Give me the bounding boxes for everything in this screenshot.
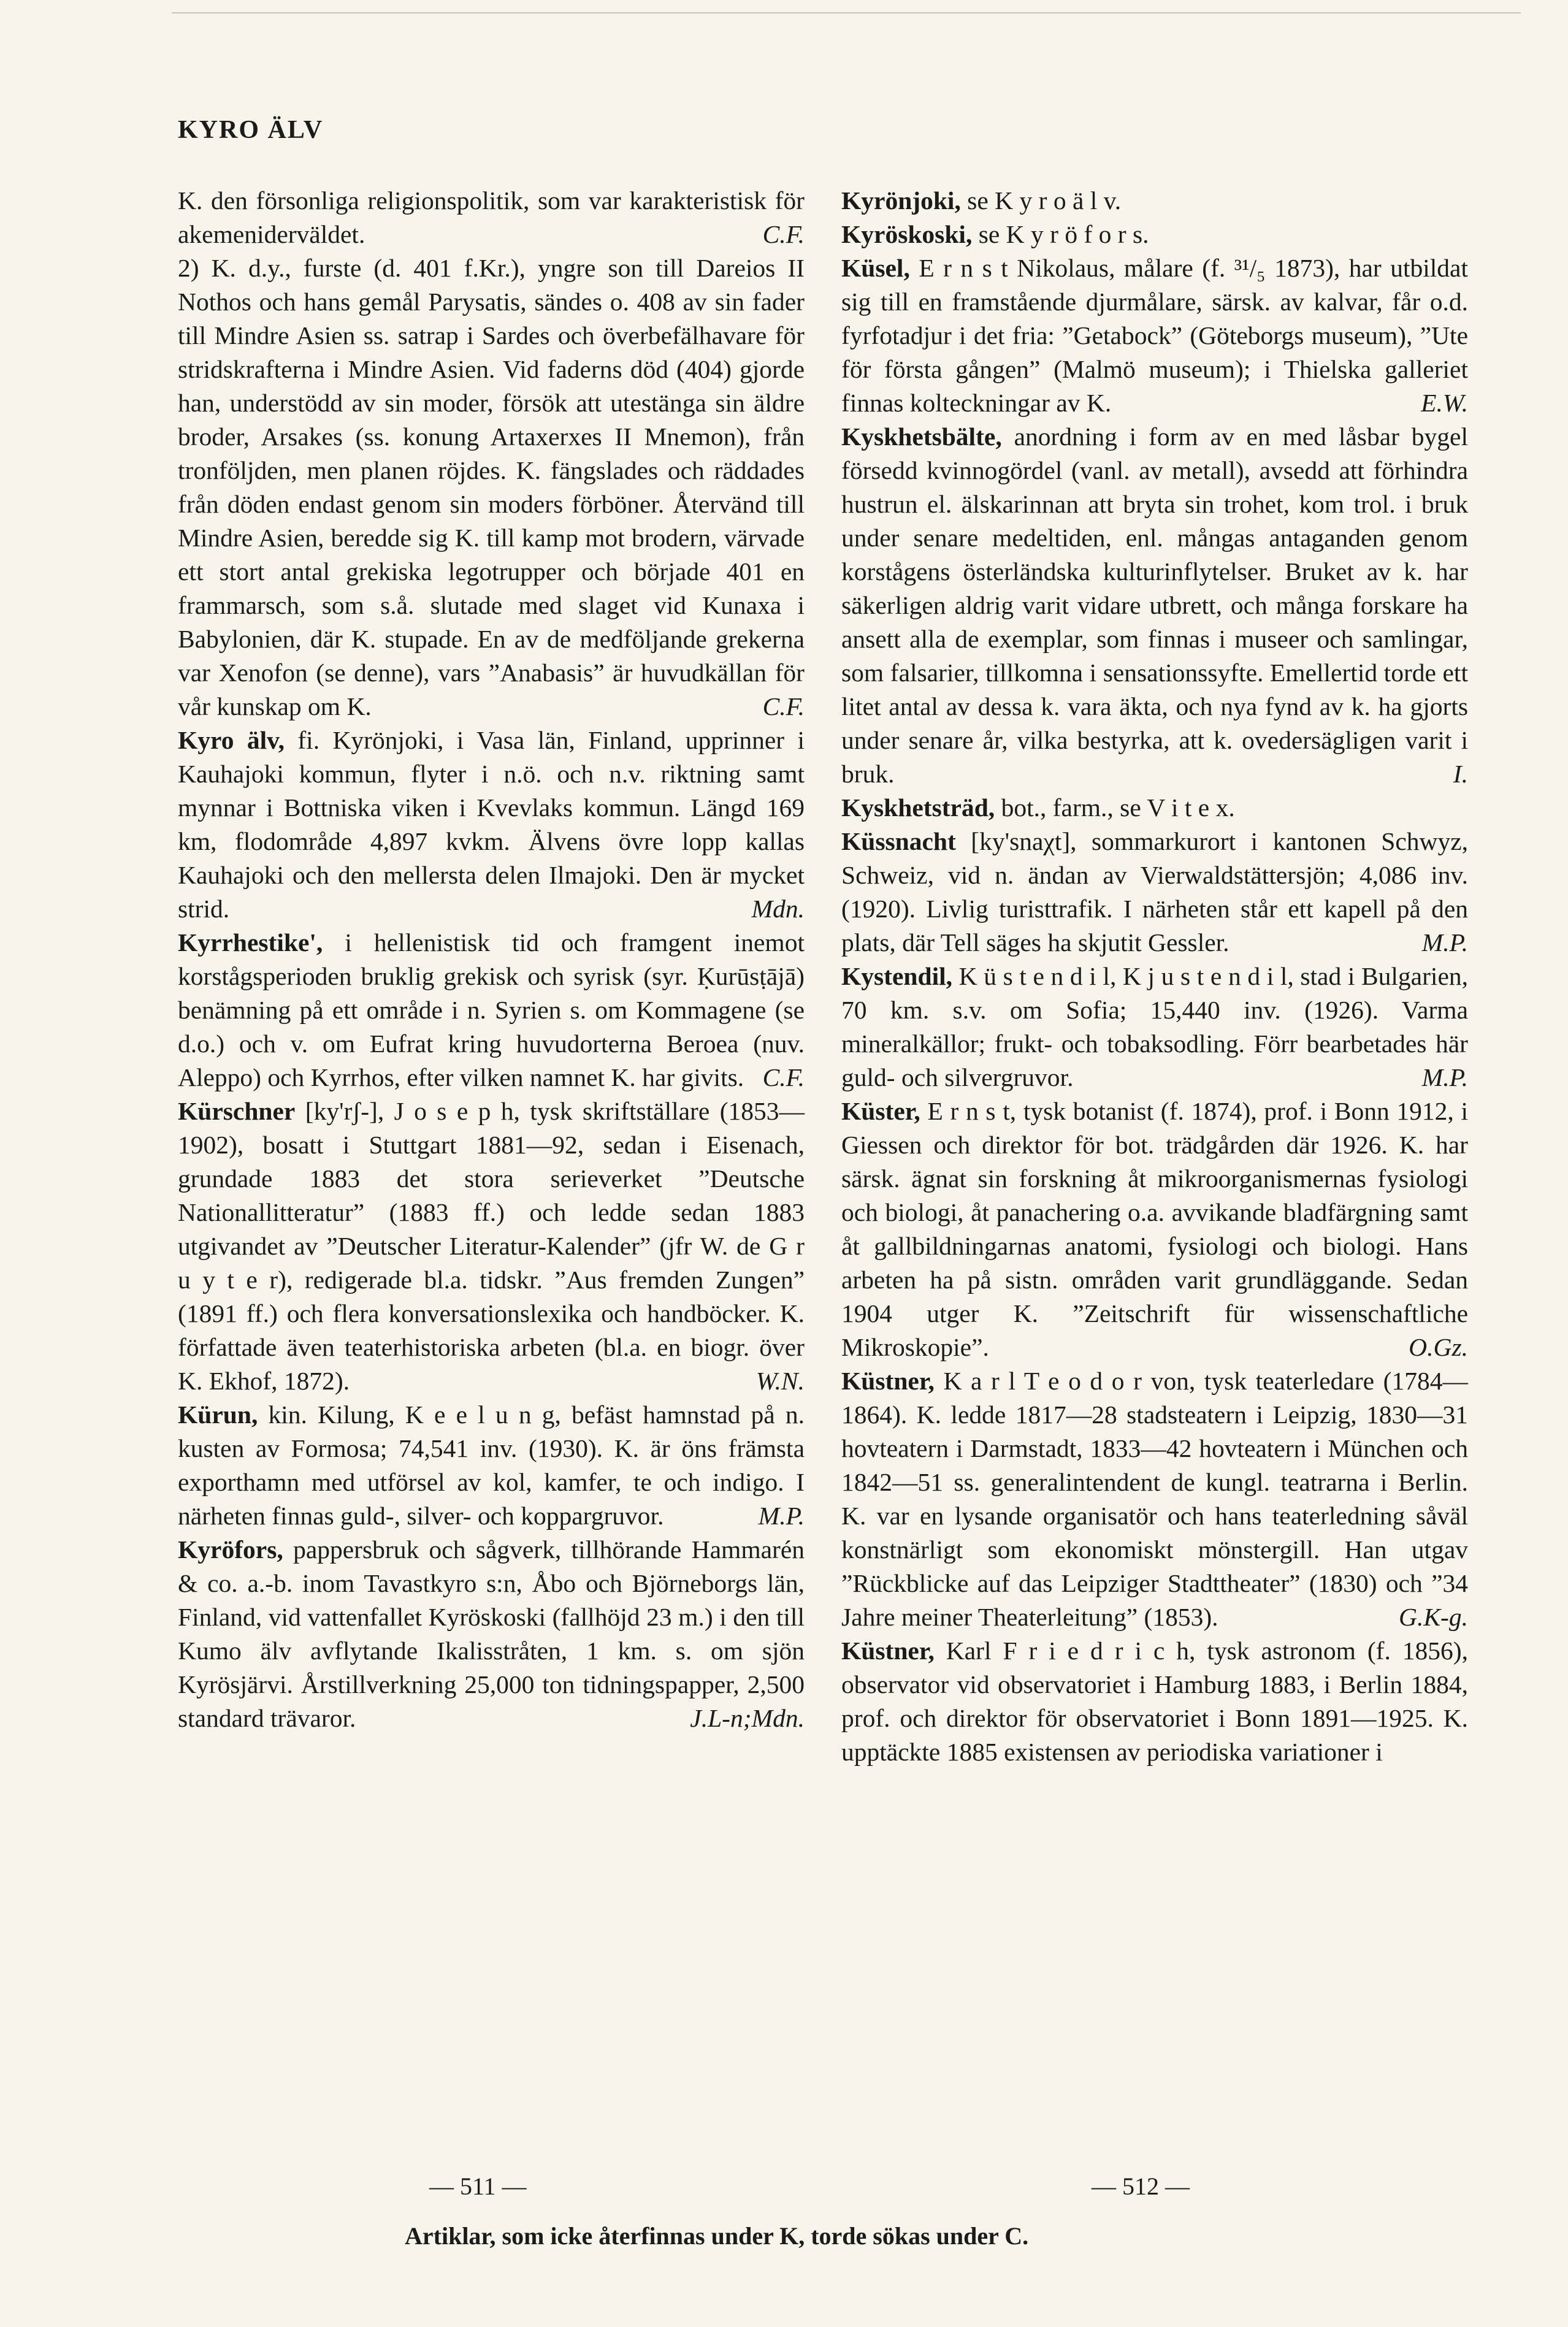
page-number-left: — 511 — — [429, 2172, 527, 2200]
article-entry — [841, 1095, 1468, 1364]
article-entry — [841, 1634, 1468, 1769]
article-entry — [178, 724, 805, 926]
article-entry — [178, 184, 805, 251]
article-entry — [178, 251, 805, 724]
article-lemma: Kyrrhestike', — [178, 928, 323, 957]
author-signature: M.P. — [1421, 1063, 1468, 1091]
running-header: KYRO ÄLV — [178, 116, 324, 144]
article-entry — [178, 1398, 805, 1533]
author-signature: O.Gz. — [1409, 1333, 1468, 1361]
article-lemma: Küstner, — [841, 1637, 935, 1665]
footer-note: Artiklar, som icke återfinnas under K, torde sökas under C. — [405, 2222, 1029, 2250]
article-lemma: Kürun, — [178, 1400, 258, 1429]
article-lemma: Küssnacht — [841, 827, 956, 855]
article-text: fi. Kyrönjoki, i Vasa län, Finland, upprinner i Kauhajoki kommun, flyter i n.ö. och n.v. riktning samt mynnar i Bottniska viken i Kvevlaks kommun. Längd 169 km, flodområde 4,897 kvkm. Älvens övre lopp kallas Kauhajoki och den mellersta delen Ilmajoki. Den är mycket strid. — [178, 726, 805, 923]
article-entry — [841, 420, 1468, 791]
article-lemma: Kyskhetsträd, — [841, 793, 995, 822]
author-signature: C.F. — [762, 1063, 805, 1091]
article-entry — [841, 184, 1468, 218]
article-text: bot., farm., se V i t e x. — [1001, 793, 1235, 822]
left-column — [178, 184, 805, 1735]
article-text: E r n s t Nikolaus, målare (f. ³¹/₅ 1873), har utbildat sig till en framstående djurmålare, särsk. av kalvar, får o.d. fyrfotadjur i det fria: ”Getabock” (Göteborgs museum), ”Ute för första gången” (Malmö museum); i Thielska galleriet finnas kolteckningar av K. — [841, 254, 1468, 417]
article-lemma: Kyröskoski, — [841, 220, 973, 248]
author-signature: W.N. — [755, 1367, 805, 1395]
article-lemma: Kürschner — [178, 1097, 296, 1125]
author-signature: C.F. — [762, 220, 805, 248]
article-entry — [841, 960, 1468, 1095]
article-text: K. den försonliga religionspolitik, som var karakteristisk för akemeniderväldet. — [178, 186, 805, 248]
article-lemma: Küsel, — [841, 254, 910, 282]
author-signature: I. — [1453, 760, 1468, 788]
top-rule — [172, 12, 1521, 13]
author-signature: J.L-n;Mdn. — [690, 1704, 805, 1732]
article-entry — [178, 926, 805, 1095]
article-entry — [841, 218, 1468, 251]
article-lemma: Kystendil, — [841, 962, 953, 990]
author-signature: M.P. — [758, 1502, 805, 1530]
article-entry — [841, 1364, 1468, 1634]
article-text: pappersbruk och sågverk, tillhörande Hammarén & co. a.-b. inom Tavastkyro s:n, Åbo och Björneborgs län, Finland, vid vattenfallet Kyröskoski (fallhöjd 23 m.) i den till Kumo älv avflytande Ikalisstråten, 1 km. s. om sjön Kyrösjärvi. Årstillverkning 25,000 ton tidningspapper, 2,500 standard trävaror. — [178, 1535, 805, 1732]
article-text: [ky'rʃ-], J o s e p h, tysk skriftställare (1853—1902), bosatt i Stuttgart 1881—92, sedan i Eisenach, grundade 1883 det stora serieverket ”Deutsche Nationallitteratur” (1883 ff.) och ledde sedan 1883 utgivandet av ”Deutscher Literatur-Kalender” (jfr W. de G r u y t e r), redigerade bl.a. tidskr. ”Aus fremden Zungen” (1891 ff.) och flera konversationslexika och handböcker. K. författade även teaterhistoriska arbeten (bl.a. en biogr. över K. Ekhof, 1872). — [178, 1097, 805, 1395]
author-signature: Mdn. — [751, 895, 805, 923]
article-text: 2) K. d.y., furste (d. 401 f.Kr.), yngre son till Dareios II Nothos och hans gemål Parysatis, sändes o. 408 av sin fader till Mindre Asien ss. satrap i Sardes och överbefälhavare för stridskrafterna i Mindre Asien. Vid faderns död (404) gjorde han, understödd av sin moder, försök att utestänga sin äldre broder, Arsakes (ss. konung Artaxerxes II Mnemon), från tronföljden, men planen röjdes. K. fängslades och räddades från döden endast genom sin moders förböner. Återvänd till Mindre Asien, beredde sig K. till kamp mot brodern, värvade ett stort antal grekiska legotrupper och började 401 en frammarsch, som s.å. slutade med slaget vid Kunaxa i Babylonien, där K. stupade. En av de medföljande grekerna var Xenofon (se denne), vars ”Anabasis” är huvudkällan för vår kunskap om K. — [178, 254, 805, 720]
right-column — [841, 184, 1468, 1769]
article-text: kin. Kilung, K e e l u n g, befäst hamnstad på n. kusten av Formosa; 74,541 inv. (1930). K. är öns främsta exporthamn med utförsel av kol, kamfer, te och indigo. I närheten finnas guld-, silver- och koppargruvor. — [178, 1400, 805, 1530]
article-text: K a r l T e o d o r von, tysk teaterledare (1784—1864). K. ledde 1817—28 stadsteatern i Leipzig, 1830—31 hovteatern i Darmstadt, 1833—42 hovteatern i München och 1842—51 ss. generalintendent de kungl. teatrarna i Berlin. K. var en lysande organisatör och hans teaterledning såväl konstnärligt som ekonomiskt mönstergill. Han utgav ”Rückblicke auf das Leipziger Stadttheater” (1830) och ”34 Jahre meiner Theaterleitung” (1853). — [841, 1367, 1469, 1631]
article-lemma: Küstner, — [841, 1367, 935, 1395]
article-text: se K y r o ä l v. — [967, 186, 1122, 215]
article-lemma: Kyskhetsbälte, — [841, 422, 1002, 451]
article-text: se K y r ö f o r s. — [978, 220, 1149, 248]
article-text: E r n s t, tysk botanist (f. 1874), prof. i Bonn 1912, i Giessen och direktor för bot. trädgården där 1926. K. har särsk. ägnat sin forskning åt mikroorganismernas fysiologi och biologi, åt panachering o.a. avvikande bladfärgning samt åt gallbildningarnas anatomi, fysiologi och biologi. Hans arbeten ha på sistn. områden varit grundläggande. Sedan 1904 utger K. ”Zeitschrift für wissenschaftliche Mikroskopie”. — [841, 1097, 1469, 1361]
author-signature: C.F. — [762, 692, 805, 720]
author-signature: M.P. — [1421, 928, 1468, 957]
article-lemma: Küster, — [841, 1097, 920, 1125]
article-text: Karl F r i e d r i c h, tysk astronom (f. 1856), observator vid observatoriet i Hamburg 1883, i Berlin 1884, prof. och direktor för observatoriet i Bonn 1891—1925. K. upptäckte 1885 existensen av periodiska variationer i — [841, 1637, 1468, 1766]
article-lemma: Kyro älv, — [178, 726, 285, 754]
article-text: anordning i form av en med låsbar bygel försedd kvinnogördel (vanl. av metall), avsedd att förhindra hustrun el. älskarinnan att bryta sin trohet, kom trol. i bruk under senare medeltiden, enl. mångas antaganden genom korstågens österländska kulturinflytelser. Bruket av k. har säkerligen aldrig varit vidare utbrett, och många forskare ha ansett alla de exemplar, som finnas i museer och samlingar, som falsarier, tillkomna i sensationssyfte. Emellertid torde ett litet antal av dessa k. vara äkta, och nya fynd av k. ha gjorts under senare år, vilka bestyrka, att k. ovedersägligen varit i bruk. — [841, 422, 1468, 788]
article-lemma: Kyröfors, — [178, 1535, 283, 1564]
article-entry — [178, 1095, 805, 1398]
page-number-right: — 512 — — [1092, 2172, 1190, 2200]
author-signature: G.K-g. — [1399, 1603, 1468, 1631]
article-entry — [841, 251, 1468, 420]
article-text: [ky'snaχt], sommarkurort i kantonen Schwyz, Schweiz, vid n. ändan av Vierwaldstättersjön; 4,086 inv. (1920). Livlig turisttrafik. I närheten står ett kapell på den plats, där Tell säges ha skjutit Gessler. — [841, 827, 1469, 957]
article-entry — [841, 791, 1468, 825]
article-entry — [178, 1533, 805, 1735]
article-lemma: Kyrönjoki, — [841, 186, 961, 215]
author-signature: E.W. — [1421, 389, 1468, 417]
article-text: K ü s t e n d i l, K j u s t e n d i l, stad i Bulgarien, 70 km. s.v. om Sofia; 15,440 inv. (1926). Varma mineralkällor; frukt- och tobaksodling. Förr bearbetades här guld- och silvergruvor. — [841, 962, 1469, 1091]
article-entry — [841, 825, 1468, 960]
article-text: i hellenistisk tid och framgent inemot korstågsperioden bruklig grekisk och syrisk (syr. Ḳurūsṭājā) benämning på ett område i n. Syrien s. om Kommagene (se d.o.) och v. om Eufrat kring huvudorterna Beroea (nuv. Aleppo) och Kyrrhos, efter vilken namnet K. har givits. — [178, 928, 805, 1091]
